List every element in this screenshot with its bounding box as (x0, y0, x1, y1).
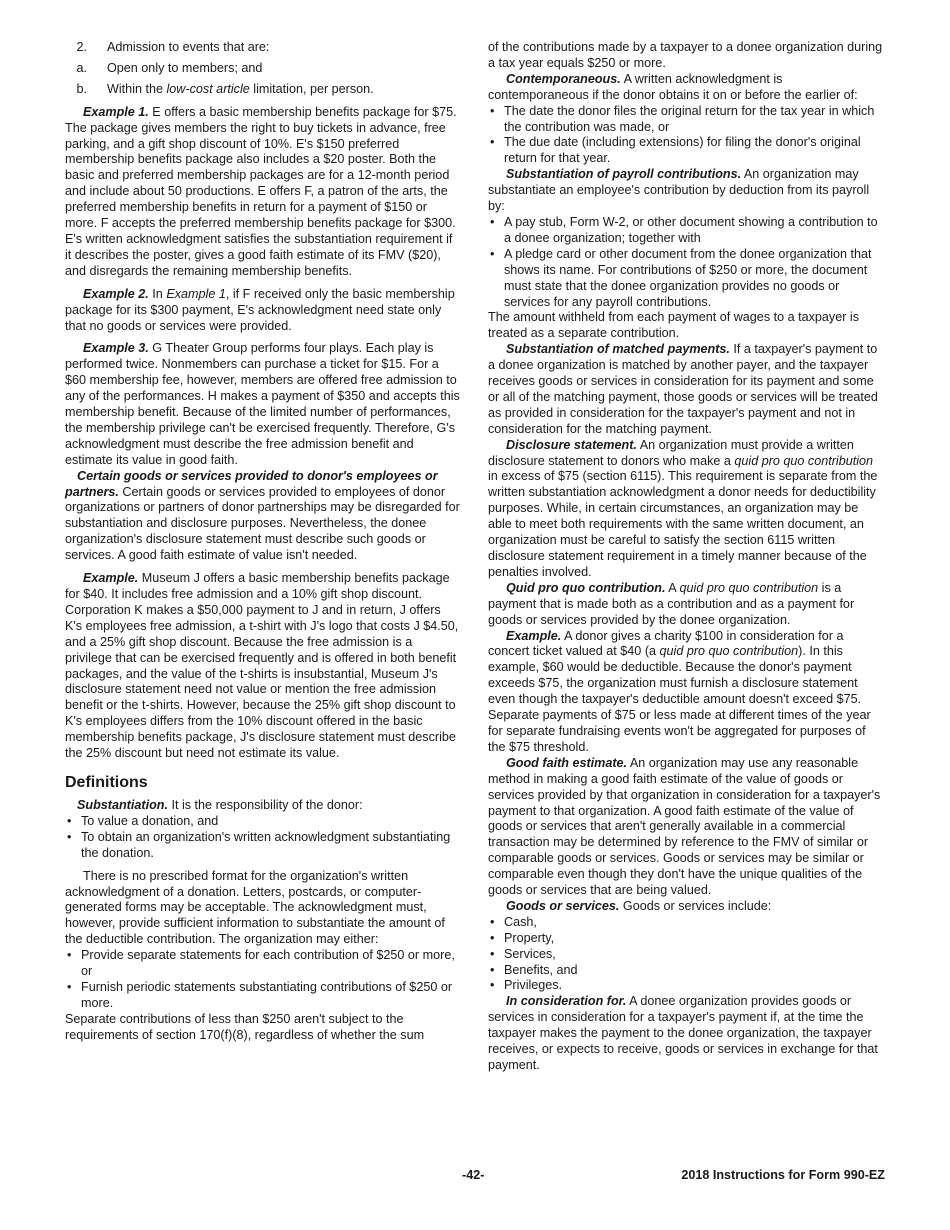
left-column (65, 40, 461, 1044)
payroll-paragraph: Substantiation of payroll contributions. An organization may substantiate an employee's contribution by deduction from its payroll by: (488, 167, 870, 214)
organization-bullets (65, 948, 461, 1012)
list-item (65, 61, 461, 77)
payroll-bullets (488, 215, 884, 310)
list-item (65, 82, 461, 98)
list-item: • To obtain an organization's written acknowledgment substantiating the donation. (65, 830, 461, 862)
list-item: • To value a donation, and (65, 814, 461, 830)
no-format-paragraph: There is no prescribed format for the organization's written acknowledgment of a donation. Letters, postcards, or computer-generated forms may be acceptable. The acknowledgment must, however, provide sufficient information to substantiate the amount of the deductible contribution. The organization may either: (65, 868, 445, 947)
list-text: Within the low-cost article limitation, per person. (107, 81, 374, 96)
separate-contributions-paragraph: Separate contributions of less than $250 aren't subject to the requirements of section 170(f)(8), regardless of whether the sum (65, 1011, 425, 1042)
list-item: • Services, (488, 947, 884, 963)
example-2-paragraph: Example 2. In Example 1, if F received only the basic membership package for its $300 payment, E's acknowledgment need state only that no goods or services were provided. (65, 286, 455, 333)
page-footer (0, 1168, 950, 1188)
example-3-paragraph: Example 3. G Theater Group performs four plays. Each play is performed twice. Nonmembers can purchase a ticket for $15. For a $60 membership fee, however, members are offered free admission to any of the performances. H makes a payment of $350 and accepts this membership benefit. Because of the limited number of performances, the membership privilege can't be exercised frequently. Therefore, G's acknowledgment must describe the free admission benefit and estimate its value in good faith. (65, 341, 460, 467)
right-column (488, 40, 884, 1074)
quid-pro-quo-paragraph: Quid pro quo contribution. A quid pro quo contribution is a payment that is made both as a contribution and as a payment for goods or services provided by the donee organization. (488, 580, 855, 627)
form-title: 2018 Instructions for Form 990-EZ (681, 1168, 885, 1182)
concert-example-paragraph: Example. A donor gives a charity $100 in consideration for a concert ticket valued at $40 (a quid pro quo contribution). In this example, $60 would be deductible. Because the donor's payment exceeds $75, the organization must furnish a disclosure statement even though the taxpayer's deductible amount doesn't exceed $75. Separate payments of $75 or less made at different times of the year for separate fundraising events won't be aggregated for purposes of the $75 threshold. (488, 628, 871, 754)
list-item: • Privileges. (488, 978, 884, 994)
substantiation-bullets (65, 814, 461, 862)
list-item: • Furnish periodic statements substantiating contributions of $250 or more. (65, 980, 461, 1012)
withheld-paragraph: The amount withheld from each payment of wages to a taxpayer is treated as a separate contribution. (488, 310, 860, 341)
list-item: • A pledge card or other document from the donee organization that shows its name. For contributions of $250 or more, the document must state that the donee organization provides no goods or services for any payroll contributions. (488, 247, 884, 311)
goods-bullets (488, 915, 884, 995)
list-item (65, 40, 461, 56)
contemporaneous-paragraph: Contemporaneous. A written acknowledgment is contemporaneous if the donor obtains it on or before the earlier of: (488, 71, 858, 102)
disclosure-paragraph: Disclosure statement. An organization must provide a written disclosure statement to donors who make a quid pro quo contribution in excess of $75 (section 6115). This requirement is separate from the written substantiation acknowledgment a donor needs for deductibility purposes. While, in certain circumstances, an organization may be able to meet both requirements with the same written document, an organization must be careful to satisfy the section 6115 written disclosure statement requirement in a timely manner because of the penalties involved. (488, 437, 878, 579)
list-number: a. (76, 60, 87, 75)
list-item: • Provide separate statements for each contribution of $250 or more, or (65, 948, 461, 980)
consideration-paragraph: In consideration for. A donee organization provides goods or services in consideration for a taxpayer's payment if, at the time the taxpayer makes the payment to the donee organization, the taxpayer receives, or expects to receive, goods or services in exchange for that payment. (488, 994, 878, 1072)
contemporaneous-bullets (488, 104, 884, 168)
definitions-heading: Definitions (65, 773, 148, 791)
list-item: • The date the donor files the original return for the tax year in which the contribution was made, or (488, 104, 884, 136)
list-text: Admission to events that are: (107, 40, 270, 54)
list-item: • A pay stub, Form W-2, or other document showing a contribution to a donee organization; together with (488, 215, 884, 247)
substantiation-paragraph: Substantiation. It is the responsibility of the donor: (77, 797, 363, 812)
list-number: 2. (76, 40, 87, 54)
good-faith-paragraph: Good faith estimate. An organization may use any reasonable method in making a good faith estimate of the value of goods or services provided by that organization in consideration for a taxpayer's payment to that organization. A good faith estimate of the value of goods or services that aren't generally available in a commercial transaction may be determined by reference to the FMV of similar or comparable goods or services. Goods or services may be similar or comparable even though they don't have the unique qualities of the goods or services that are being valued. (488, 755, 881, 898)
page-number: -42- (462, 1168, 485, 1182)
list-item: • Cash, (488, 915, 884, 931)
certain-goods-paragraph: Certain goods or services provided to donor's employees or partners. Certain goods or services provided to employees of donor organizations or partners of donor partnerships may be disregarded for substantiation and disclosure purposes. Nevertheless, the donee organization's disclosure statement must describe such goods or services. A good faith estimate of value isn't needed. (65, 468, 460, 563)
list-text: Open only to members; and (107, 60, 263, 75)
list-item: • Property, (488, 931, 884, 947)
list-item: • Benefits, and (488, 963, 884, 979)
continued-paragraph: of the contributions made by a taxpayer to a donee organization during a tax year equals $250 or more. (488, 40, 883, 70)
museum-example-paragraph: Example. Museum J offers a basic membership benefits package for $40. It includes free admission and a 10% gift shop discount. Corporation K makes a $50,000 payment to J and in return, J offers K's employees free admission, a t-shirt with J's logo that costs J $4.50, and a 25% gift shop discount. Because the free admission is a privilege that can be exercised frequently and is offered in both benefit packages, and the value of the t-shirts is insubstantial, Museum J's disclosure statement need not value or mention the free admission benefit or the t-shirts. However, because the 25% gift shop discount to K's employees differs from the 10% discount offered in the basic membership benefits package, J's disclosure statement must describe the 25% discount but need not estimate its value. (65, 571, 459, 761)
example-1-paragraph: Example 1. E offers a basic membership benefits package for $75. The package gives members the right to buy tickets in advance, free parking, and a gift shop discount of 10%. E's $150 preferred membership benefits package also includes a $20 poster. Both the basic and preferred membership packages are for a 12-month period and include about 50 productions. E offers F, a patron of the arts, the preferred membership benefits in return for a payment of $150 or more. F accepts the preferred membership benefits package for $300. E's written acknowledgment satisfies the substantiation requirement if it describes the poster, gives a good faith estimate of its FMV ($20), and disregards the remaining membership benefits. (65, 104, 457, 278)
list-number: b. (76, 81, 87, 96)
goods-services-paragraph: Goods or services. Goods or services include: (506, 898, 772, 913)
matched-payments-paragraph: Substantiation of matched payments. If a taxpayer's payment to a donee organization is matched by another payer, and the taxpayer receives goods or services in consideration for its payment and some or all of the matching payment, those goods or services will be treated as provided in consideration for the taxpayer's payment and not in consideration for the matching payment. (488, 342, 878, 436)
list-item: • The due date (including extensions) for filing the donor's original return for that year. (488, 135, 884, 167)
